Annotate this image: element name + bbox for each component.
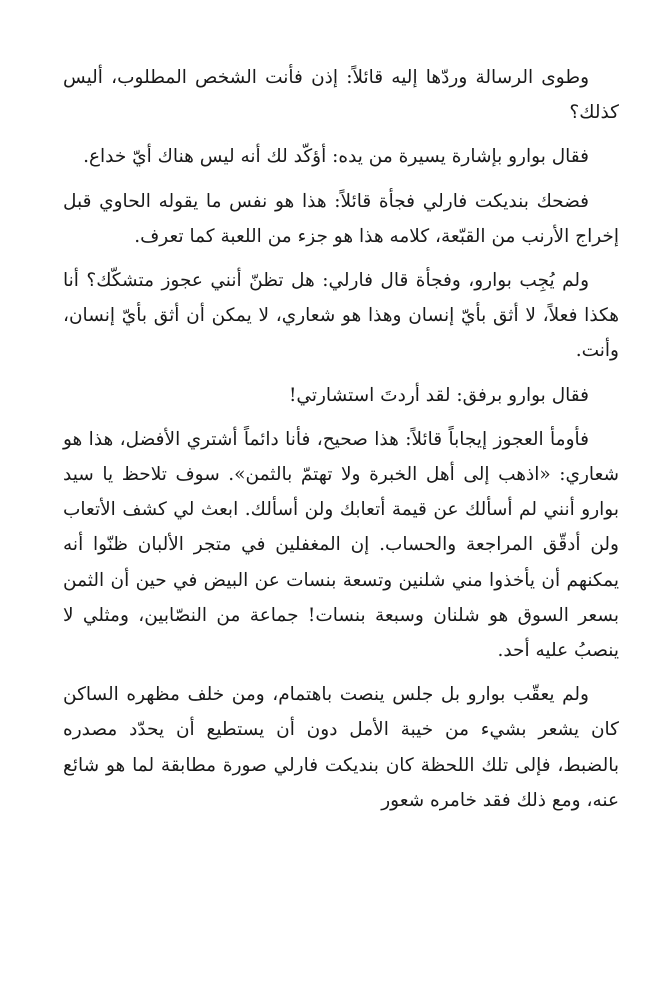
paragraph: وطوى الرسالة وردّها إليه قائلاً: إذن فأنت الشخص المطلوب، أليس كذلك؟ <box>63 67 619 124</box>
paragraph: فضحك بنديكت فارلي فجأة قائلاً: هذا هو نفس ما يقوله الحاوي قبل إخراج الأرنب من القبّعة، كلامه هذا هو جزء من اللعبة كما تعرف. <box>63 190 619 247</box>
paragraph: ولم يُجِب بوارو، وفجأة قال فارلي: هل تظنّ أنني عجوز متشكّك؟ أنا هكذا فعلاً، لا أثق بأيّ إنسان وهذا هو شعاري، لا يمكن أن أثق بأيّ إنسان، وأنت. <box>63 270 619 362</box>
paragraph: فأومأ العجوز إيجاباً قائلاً: هذا صحيح، فأنا دائماً أشتري الأفضل، هذا هو شعاري: «اذهب إلى أهل الخبرة ولا تهتمّ بالثمن». سوف تلاحظ يا سيد بوارو أنني لم أسألك عن قيمة أتعابك ولن أسألك. ابعث لي كشف الأتعاب ولن أدقّق المراجعة والحساب. إن المغفلين في متجر الألبان ظنّوا أنه يمكنهم أن يأخذوا مني شلنين وتسعة بنسات عن البيض في حين أن الثمن بسعر السوق هو شلنان وسبعة بنسات! جماعة من النصّابين، ومثلي لا ينصبُ عليه أحد. <box>63 428 619 662</box>
book-page-text <box>63 60 619 818</box>
paragraph: فقال بوارو بإشارة يسيرة من يده: أؤكّد لك أنه ليس هناك أيّ خداع. <box>83 146 589 168</box>
paragraph: ولم يعقّب بوارو بل جلس ينصت باهتمام، ومن خلف مظهره الساكن كان يشعر بشيء من خيبة الأمل دون أن يستطيع أن يحدّد مصدره بالضبط، فإلى تلك اللحظة كان بنديكت فارلي صورة مطابقة لما هو شائع عنه، ومع ذلك فقد خامره شعور <box>63 684 619 811</box>
paragraph: فقال بوارو برفق: لقد أردتَ استشارتي! <box>289 384 589 406</box>
